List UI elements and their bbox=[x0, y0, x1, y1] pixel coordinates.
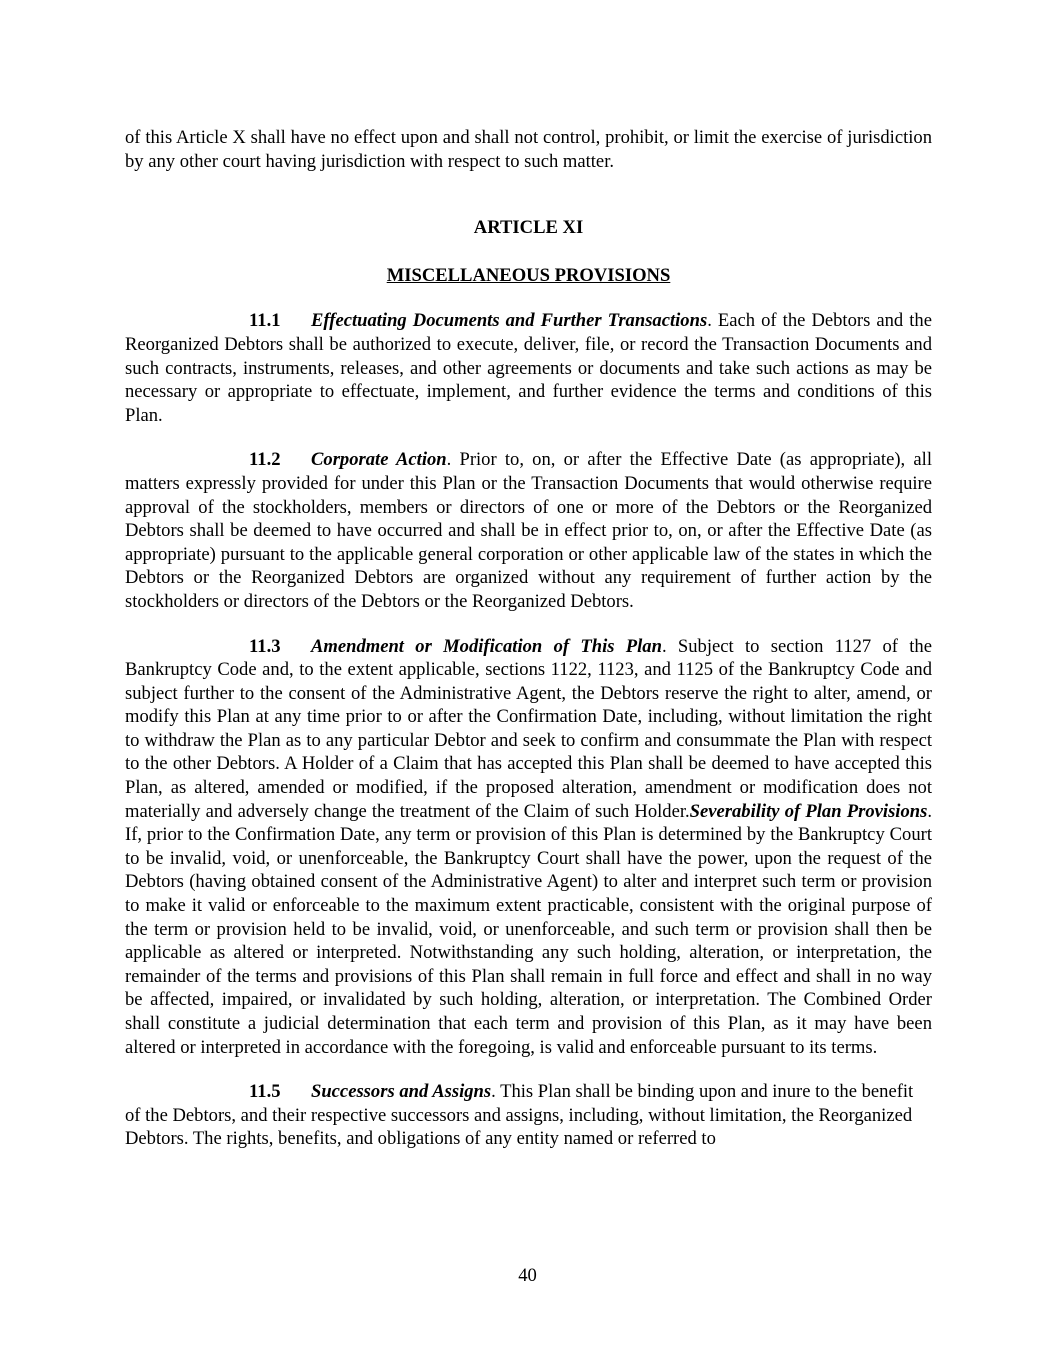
section-body: . Prior to, on, or after the Effective Date (as appropriate), all matters expressly provided for under this Plan or the Transaction Documents that would otherwise require approval of the stockholders, members or directors of one or more of the Debtors or the Reorganized Debtors shall be deemed to have occurred and shall be in effect prior to, on, or after the Effective Date (as appropriate) pursuant to the applicable general corporation or other applicable law of the states in which the Debtors or the Reorganized Debtors are organized without any requirement of further action by the stockholders or directors of the Debtors or the Reorganized Debtors. bbox=[125, 449, 932, 612]
section-number: 11.1 bbox=[249, 310, 281, 332]
inline-section-body: . If, prior to the Confirmation Date, any term or provision of this Plan is determined by the Bankruptcy Court to be invalid, void, or unenforceable, the Bankruptcy Court shall have the power, upon the request of the Debtors (having obtained consent of the Administrative Agent) to alter and interpret such term or provision to make it valid or enforceable to the maximum extent practicable, consistent with the original purpose of the term or provision held to be invalid, void, or unenforceable, and such term or provision shall then be applicable as altered or interpreted. Notwithstanding any such holding, alteration, or interpretation, the remainder of the terms and provisions of this Plan shall remain in full force and effect and shall in no way be affected, impaired, or invalidated by such holding, alteration, or interpretation. The Combined Order shall constitute a judicial determination that each term and provision of this Plan, as it may have been altered or interpreted in accordance with the foregoing, is valid and enforceable pursuant to its terms. bbox=[125, 800, 932, 1058]
section-body: . Each of the Debtors and the Reorganized Debtors shall be authorized to execute, deliver, file, or record the Transaction Documents and such contracts, instruments, releases, and other agreements or documents and take such actions as may be necessary or appropriate to effectuate, implement, and further evidence the terms and conditions of this Plan. bbox=[125, 310, 932, 426]
section-11-3 bbox=[125, 635, 932, 1060]
article-subtitle: MISCELLANEOUS PROVISIONS bbox=[386, 264, 671, 286]
section-body: . Subject to section 1127 of the Bankruptcy Code and, to the extent applicable, sections 1122, 1123, and 1125 of the Bankruptcy Code and subject further to the consent of the Administrative Agent, the Debtors reserve the right to alter, amend, or modify this Plan at any time prior to or after the Confirmation Date, including, without limitation the right to withdraw the Plan as to any particular Debtor and seek to confirm and consummate the Plan with respect to the other Debtors. A Holder of a Claim that has accepted this Plan shall be deemed to have accepted this Plan, as altered, amended or modified, if the proposed alteration, amendment or modification does not materially and adversely change the treatment of the Claim of such Holder. bbox=[125, 635, 932, 822]
document-page bbox=[125, 126, 932, 1172]
section-body: . This Plan shall be binding upon and inure to the benefit of the Debtors, and their respective successors and assigns, including, without limitation, the Reorganized Debtors. The rights, benefits, and obligations of any entity named or referred to bbox=[125, 1081, 914, 1150]
inline-section-title: Severability of Plan Provisions bbox=[689, 800, 928, 822]
section-number: 11.5 bbox=[249, 1081, 281, 1103]
section-number: 11.2 bbox=[249, 449, 281, 471]
section-title: Amendment or Modification of This Plan bbox=[311, 635, 662, 657]
section-number: 11.3 bbox=[249, 635, 281, 657]
continuation-paragraph: of this Article X shall have no effect upon and shall not control, prohibit, or limit the exercise of jurisdiction by any other court having jurisdiction with respect to such matter. bbox=[125, 127, 932, 172]
page-number: 40 bbox=[518, 1265, 537, 1286]
section-11-1 bbox=[125, 309, 932, 427]
section-title: Successors and Assigns bbox=[311, 1081, 492, 1103]
section-title: Effectuating Documents and Further Transactions bbox=[311, 310, 708, 332]
section-11-2 bbox=[125, 448, 932, 613]
section-title: Corporate Action bbox=[311, 449, 447, 471]
section-11-5 bbox=[125, 1080, 932, 1151]
article-title: ARTICLE XI bbox=[473, 217, 584, 239]
